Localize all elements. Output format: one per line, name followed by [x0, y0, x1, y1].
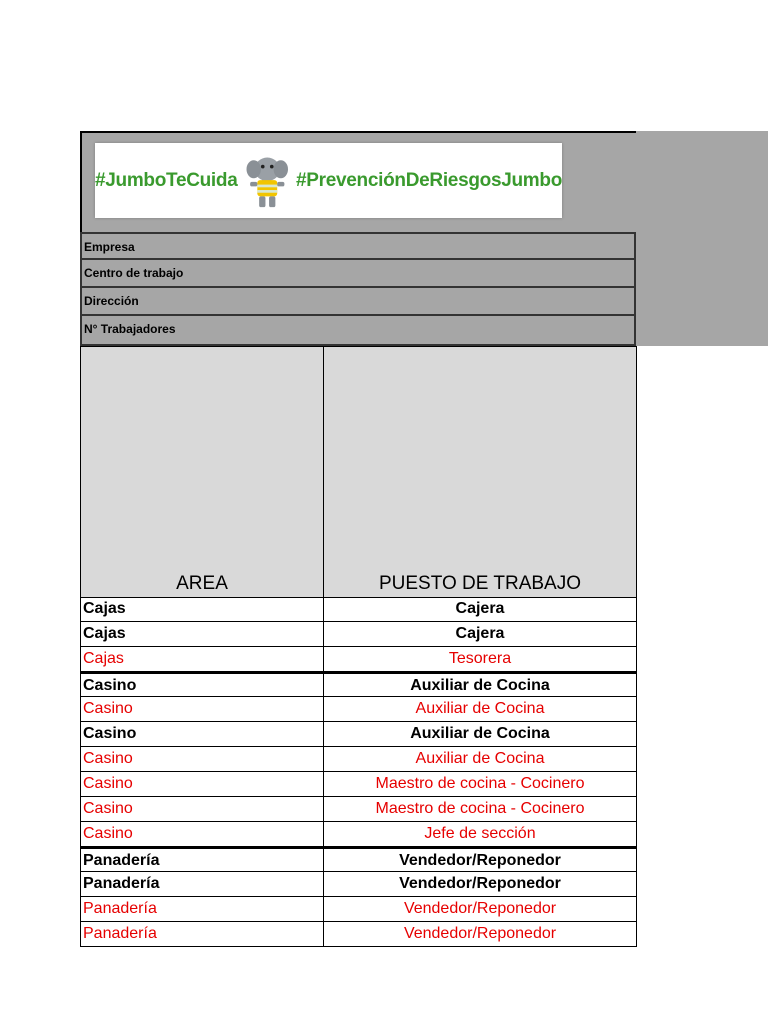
- area-cell: Casino: [80, 822, 323, 846]
- area-cell: Casino: [80, 747, 323, 771]
- column-header-area-label: AREA: [176, 573, 228, 594]
- info-label: Dirección: [84, 294, 139, 308]
- puesto-cell: Cajera: [323, 597, 637, 621]
- table-row: [80, 747, 637, 772]
- info-row-direccion: [80, 288, 636, 316]
- area-cell: Casino: [80, 772, 323, 796]
- table-row: [80, 697, 637, 722]
- job-table: [80, 597, 637, 947]
- puesto-cell: Auxiliar de Cocina: [323, 722, 637, 746]
- puesto-cell: Maestro de cocina - Cocinero: [323, 772, 637, 796]
- puesto-cell: Vendedor/Reponedor: [323, 872, 637, 896]
- table-row: [80, 772, 637, 797]
- elephant-mascot-icon: [242, 148, 293, 214]
- area-cell: Casino: [80, 697, 323, 721]
- campaign-banner: [95, 143, 562, 218]
- table-row: [80, 722, 637, 747]
- column-header-area: [80, 346, 324, 598]
- area-cell: Casino: [80, 674, 323, 696]
- puesto-cell: Cajera: [323, 622, 637, 646]
- puesto-cell: Vendedor/Reponedor: [323, 849, 637, 871]
- puesto-cell: Auxiliar de Cocina: [323, 747, 637, 771]
- info-row-trabajadores: [80, 316, 636, 346]
- puesto-cell: Vendedor/Reponedor: [323, 897, 637, 921]
- table-row: [80, 847, 637, 872]
- area-cell: Panadería: [80, 897, 323, 921]
- area-cell: Casino: [80, 797, 323, 821]
- puesto-cell: Auxiliar de Cocina: [323, 697, 637, 721]
- table-row: [80, 922, 637, 947]
- table-row: [80, 897, 637, 922]
- table-row: [80, 622, 637, 647]
- column-header-puesto: [323, 346, 637, 598]
- info-label: N° Trabajadores: [84, 322, 176, 336]
- puesto-cell: Tesorera: [323, 647, 637, 671]
- banner-right-hashtag: #PrevenciónDeRiesgosJumbo: [296, 169, 562, 191]
- info-row-centro: [80, 260, 636, 288]
- puesto-cell: Auxiliar de Cocina: [323, 674, 637, 696]
- info-row-empresa: [80, 232, 636, 260]
- area-cell: Cajas: [80, 597, 323, 621]
- column-header-puesto-label: PUESTO DE TRABAJO: [378, 573, 581, 594]
- puesto-cell: Vendedor/Reponedor: [323, 922, 637, 946]
- info-label: Centro de trabajo: [84, 266, 184, 280]
- puesto-cell: Jefe de sección: [323, 822, 637, 846]
- area-cell: Casino: [80, 722, 323, 746]
- puesto-cell: Maestro de cocina - Cocinero: [323, 797, 637, 821]
- area-cell: Cajas: [80, 622, 323, 646]
- area-cell: Cajas: [80, 647, 323, 671]
- table-row: [80, 672, 637, 697]
- area-cell: Panadería: [80, 849, 323, 871]
- table-row: [80, 797, 637, 822]
- area-cell: Panadería: [80, 872, 323, 896]
- table-row: [80, 872, 637, 897]
- info-label: Empresa: [84, 240, 135, 254]
- table-row: [80, 597, 637, 622]
- grey-side-panel: [636, 131, 768, 346]
- table-row: [80, 822, 637, 847]
- area-cell: Panadería: [80, 922, 323, 946]
- banner-left-hashtag: #JumboTeCuida: [95, 169, 238, 191]
- table-row: [80, 647, 637, 672]
